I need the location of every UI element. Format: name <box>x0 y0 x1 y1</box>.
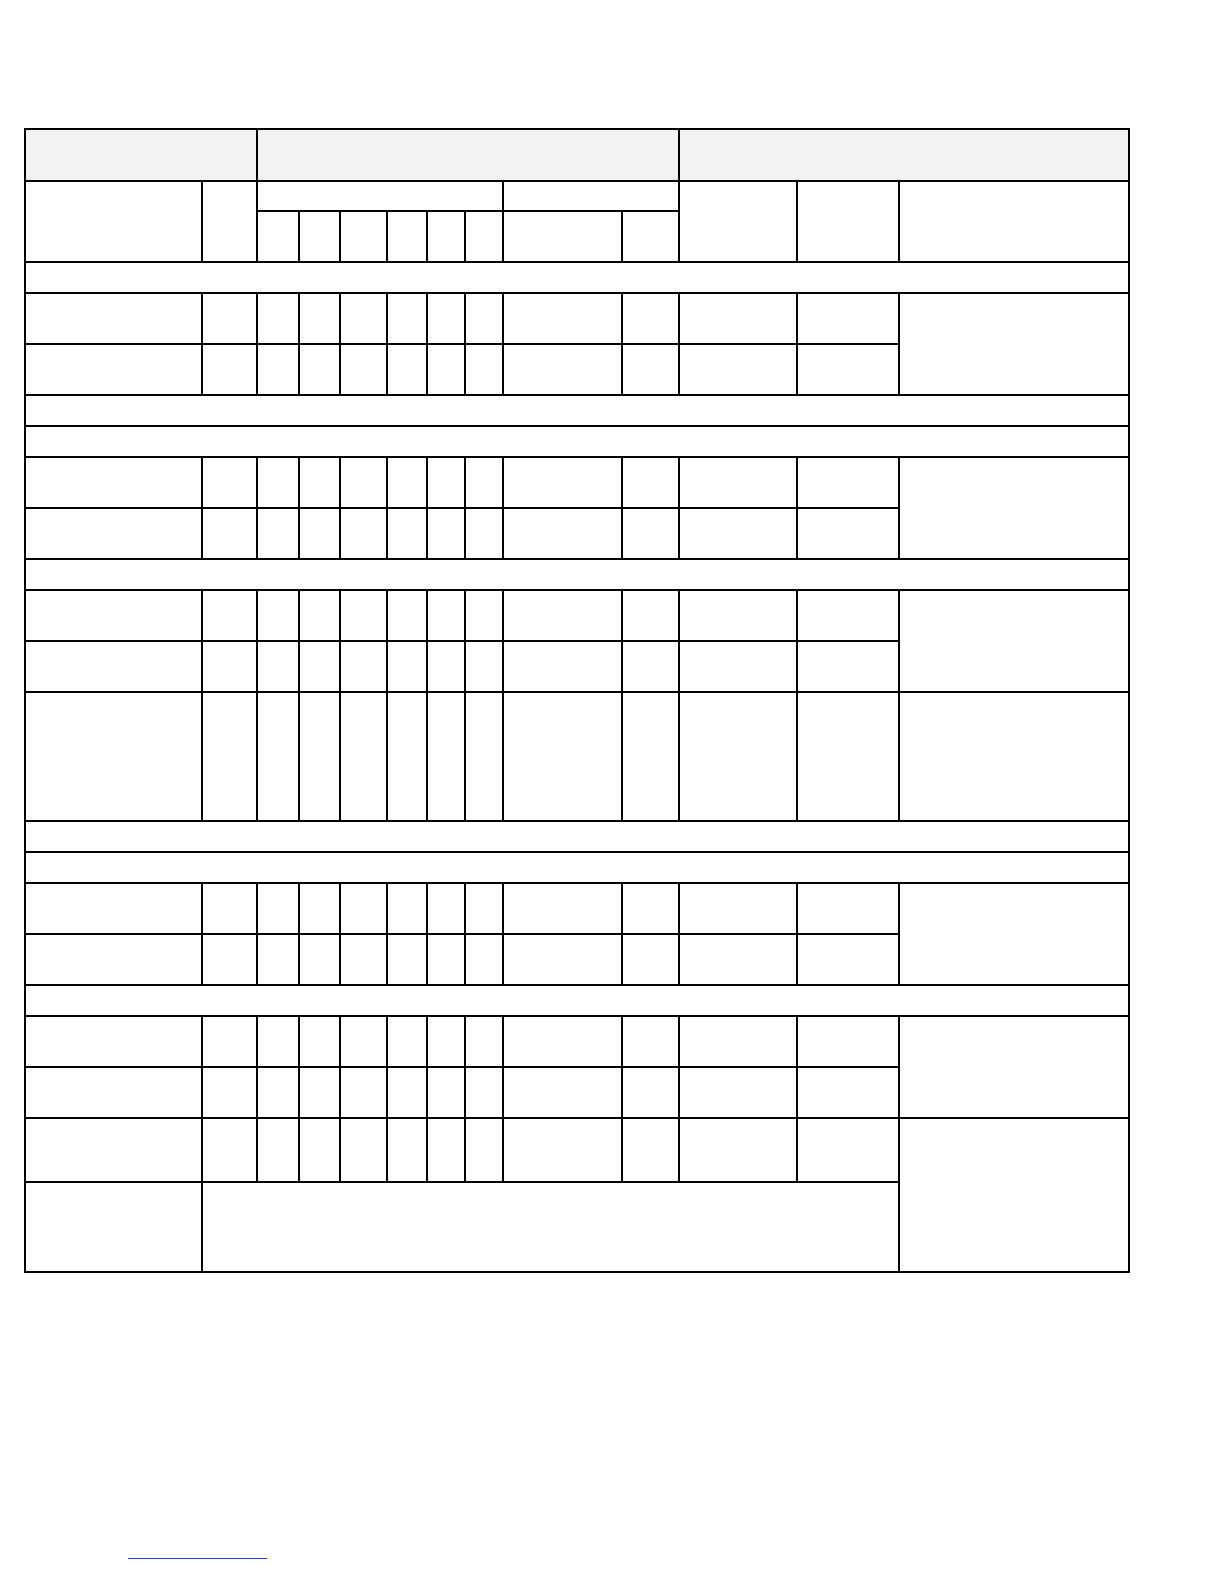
table-cell <box>465 293 503 344</box>
table-cell <box>299 641 340 692</box>
table-cell <box>465 344 503 395</box>
column-header-1 <box>25 181 202 262</box>
table-cell <box>679 641 797 692</box>
table-cell <box>622 590 679 641</box>
table-cell <box>622 1118 679 1182</box>
table-cell <box>257 344 299 395</box>
table-cell <box>257 641 299 692</box>
table-cell <box>797 344 899 395</box>
table-cell <box>797 883 899 934</box>
column-header-2 <box>202 181 257 262</box>
table-cell <box>202 1067 257 1118</box>
table-cell <box>503 934 622 985</box>
table-cell <box>257 692 299 821</box>
table-cell <box>202 883 257 934</box>
table-cell <box>25 457 202 508</box>
section-row <box>25 559 1129 590</box>
footnote-separator-line <box>128 1558 267 1559</box>
table-cell <box>465 1016 503 1067</box>
table-cell <box>257 1118 299 1182</box>
summary-label-cell <box>25 1182 202 1272</box>
table-cell <box>202 641 257 692</box>
table-cell <box>202 508 257 559</box>
table-cell <box>622 1016 679 1067</box>
header-band-middle <box>257 129 679 181</box>
column-header-11 <box>679 181 797 262</box>
table-cell <box>465 590 503 641</box>
table-cell <box>25 1016 202 1067</box>
table-cell <box>622 641 679 692</box>
column-subheader-4 <box>299 211 340 262</box>
table-cell <box>622 692 679 821</box>
remarks-cell <box>899 1016 1129 1118</box>
column-subheader-3 <box>257 211 299 262</box>
table-cell <box>797 1016 899 1067</box>
table-cell <box>25 934 202 985</box>
table-cell <box>257 293 299 344</box>
table-cell <box>299 934 340 985</box>
table-cell <box>503 1016 622 1067</box>
section-row <box>25 395 1129 426</box>
table-cell <box>299 1067 340 1118</box>
remarks-cell <box>899 293 1129 395</box>
table-cell <box>257 457 299 508</box>
table-cell <box>340 457 387 508</box>
table-cell <box>202 344 257 395</box>
table-cell <box>340 1067 387 1118</box>
table-cell <box>340 293 387 344</box>
table-cell <box>202 457 257 508</box>
table-cell <box>427 457 465 508</box>
table-cell <box>340 692 387 821</box>
table-cell <box>465 692 503 821</box>
table-cell <box>427 508 465 559</box>
remarks-cell <box>899 457 1129 559</box>
table-cell <box>257 883 299 934</box>
table-cell <box>503 1118 622 1182</box>
table-cell <box>427 293 465 344</box>
table-cell <box>299 508 340 559</box>
form-grid-table <box>24 128 1130 1273</box>
table-cell <box>679 1067 797 1118</box>
table-cell <box>25 344 202 395</box>
table-cell <box>465 1067 503 1118</box>
table-cell <box>465 508 503 559</box>
table-cell <box>387 344 427 395</box>
table-cell <box>299 457 340 508</box>
column-subheader-7 <box>427 211 465 262</box>
table-cell <box>679 883 797 934</box>
table-cell <box>257 1067 299 1118</box>
table-cell <box>427 1118 465 1182</box>
table-cell <box>679 692 797 821</box>
table-cell <box>797 590 899 641</box>
table-cell <box>387 457 427 508</box>
table-cell <box>797 1118 899 1182</box>
table-cell <box>427 692 465 821</box>
table-cell <box>387 1016 427 1067</box>
table-cell <box>427 344 465 395</box>
table-cell <box>257 508 299 559</box>
table-cell <box>503 641 622 692</box>
column-subheader-10 <box>622 211 679 262</box>
table-cell <box>340 590 387 641</box>
table-cell <box>503 344 622 395</box>
table-cell <box>622 457 679 508</box>
table-cell <box>622 934 679 985</box>
table-cell <box>202 692 257 821</box>
column-subheader-9 <box>503 211 622 262</box>
table-cell <box>622 293 679 344</box>
table-cell <box>299 1016 340 1067</box>
table-cell <box>25 293 202 344</box>
table-cell <box>427 883 465 934</box>
table-cell <box>387 934 427 985</box>
table-cell <box>257 590 299 641</box>
column-subheader-8 <box>465 211 503 262</box>
column-group-header-a <box>257 181 503 211</box>
table-cell <box>340 883 387 934</box>
table-cell <box>622 508 679 559</box>
remarks-cell <box>899 692 1129 821</box>
table-cell <box>503 1067 622 1118</box>
section-row <box>25 852 1129 883</box>
table-cell <box>25 508 202 559</box>
column-group-header-b <box>503 181 679 211</box>
table-cell <box>25 883 202 934</box>
table-cell <box>202 1118 257 1182</box>
table-cell <box>299 1118 340 1182</box>
table-cell <box>622 1067 679 1118</box>
table-cell <box>202 590 257 641</box>
table-cell <box>387 590 427 641</box>
table-cell <box>679 1118 797 1182</box>
table-cell <box>299 344 340 395</box>
table-cell <box>387 641 427 692</box>
remarks-cell <box>899 1118 1129 1272</box>
table-cell <box>679 457 797 508</box>
table-cell <box>797 1067 899 1118</box>
column-header-12 <box>797 181 899 262</box>
table-cell <box>797 934 899 985</box>
table-cell <box>202 1016 257 1067</box>
remarks-cell <box>899 590 1129 692</box>
table-cell <box>427 590 465 641</box>
column-header-13 <box>899 181 1129 262</box>
table-cell <box>387 1067 427 1118</box>
table-cell <box>679 293 797 344</box>
table-cell <box>25 1067 202 1118</box>
table-cell <box>340 641 387 692</box>
table-cell <box>503 457 622 508</box>
table-cell <box>299 883 340 934</box>
table-cell <box>387 1118 427 1182</box>
summary-value-cell <box>202 1182 899 1272</box>
table-cell <box>340 1016 387 1067</box>
table-cell <box>299 590 340 641</box>
table-cell <box>340 508 387 559</box>
table-cell <box>202 934 257 985</box>
section-row <box>25 821 1129 852</box>
table-cell <box>503 508 622 559</box>
table-cell <box>465 1118 503 1182</box>
header-band-right <box>679 129 1129 181</box>
table-cell <box>25 692 202 821</box>
table-cell <box>622 883 679 934</box>
table-cell <box>387 883 427 934</box>
table-cell <box>797 293 899 344</box>
table-cell <box>202 293 257 344</box>
table-cell <box>679 590 797 641</box>
column-subheader-5 <box>340 211 387 262</box>
table-cell <box>797 457 899 508</box>
table-cell <box>679 508 797 559</box>
table-cell <box>25 590 202 641</box>
table-cell <box>679 344 797 395</box>
table-cell <box>340 344 387 395</box>
table-cell <box>797 641 899 692</box>
table-cell <box>427 1016 465 1067</box>
remarks-cell <box>899 883 1129 985</box>
table-cell <box>427 1067 465 1118</box>
table-cell <box>503 590 622 641</box>
table-cell <box>257 1016 299 1067</box>
table-cell <box>679 1016 797 1067</box>
table-cell <box>25 641 202 692</box>
section-row <box>25 262 1129 293</box>
table-cell <box>797 508 899 559</box>
table-cell <box>465 457 503 508</box>
table-cell <box>503 692 622 821</box>
table-cell <box>25 1118 202 1182</box>
table-cell <box>387 692 427 821</box>
table-cell <box>387 508 427 559</box>
table-cell <box>257 934 299 985</box>
table-cell <box>427 934 465 985</box>
table-cell <box>797 692 899 821</box>
table-cell <box>465 934 503 985</box>
header-band-left <box>25 129 257 181</box>
table-cell <box>427 641 465 692</box>
table-cell <box>299 293 340 344</box>
table-cell <box>503 293 622 344</box>
table-cell <box>465 883 503 934</box>
table-cell <box>340 934 387 985</box>
table-cell <box>387 293 427 344</box>
column-subheader-6 <box>387 211 427 262</box>
table-cell <box>679 934 797 985</box>
table-cell <box>622 344 679 395</box>
section-row <box>25 426 1129 457</box>
table-cell <box>465 641 503 692</box>
table-cell <box>503 883 622 934</box>
table-cell <box>299 692 340 821</box>
section-row <box>25 985 1129 1016</box>
table-cell <box>340 1118 387 1182</box>
